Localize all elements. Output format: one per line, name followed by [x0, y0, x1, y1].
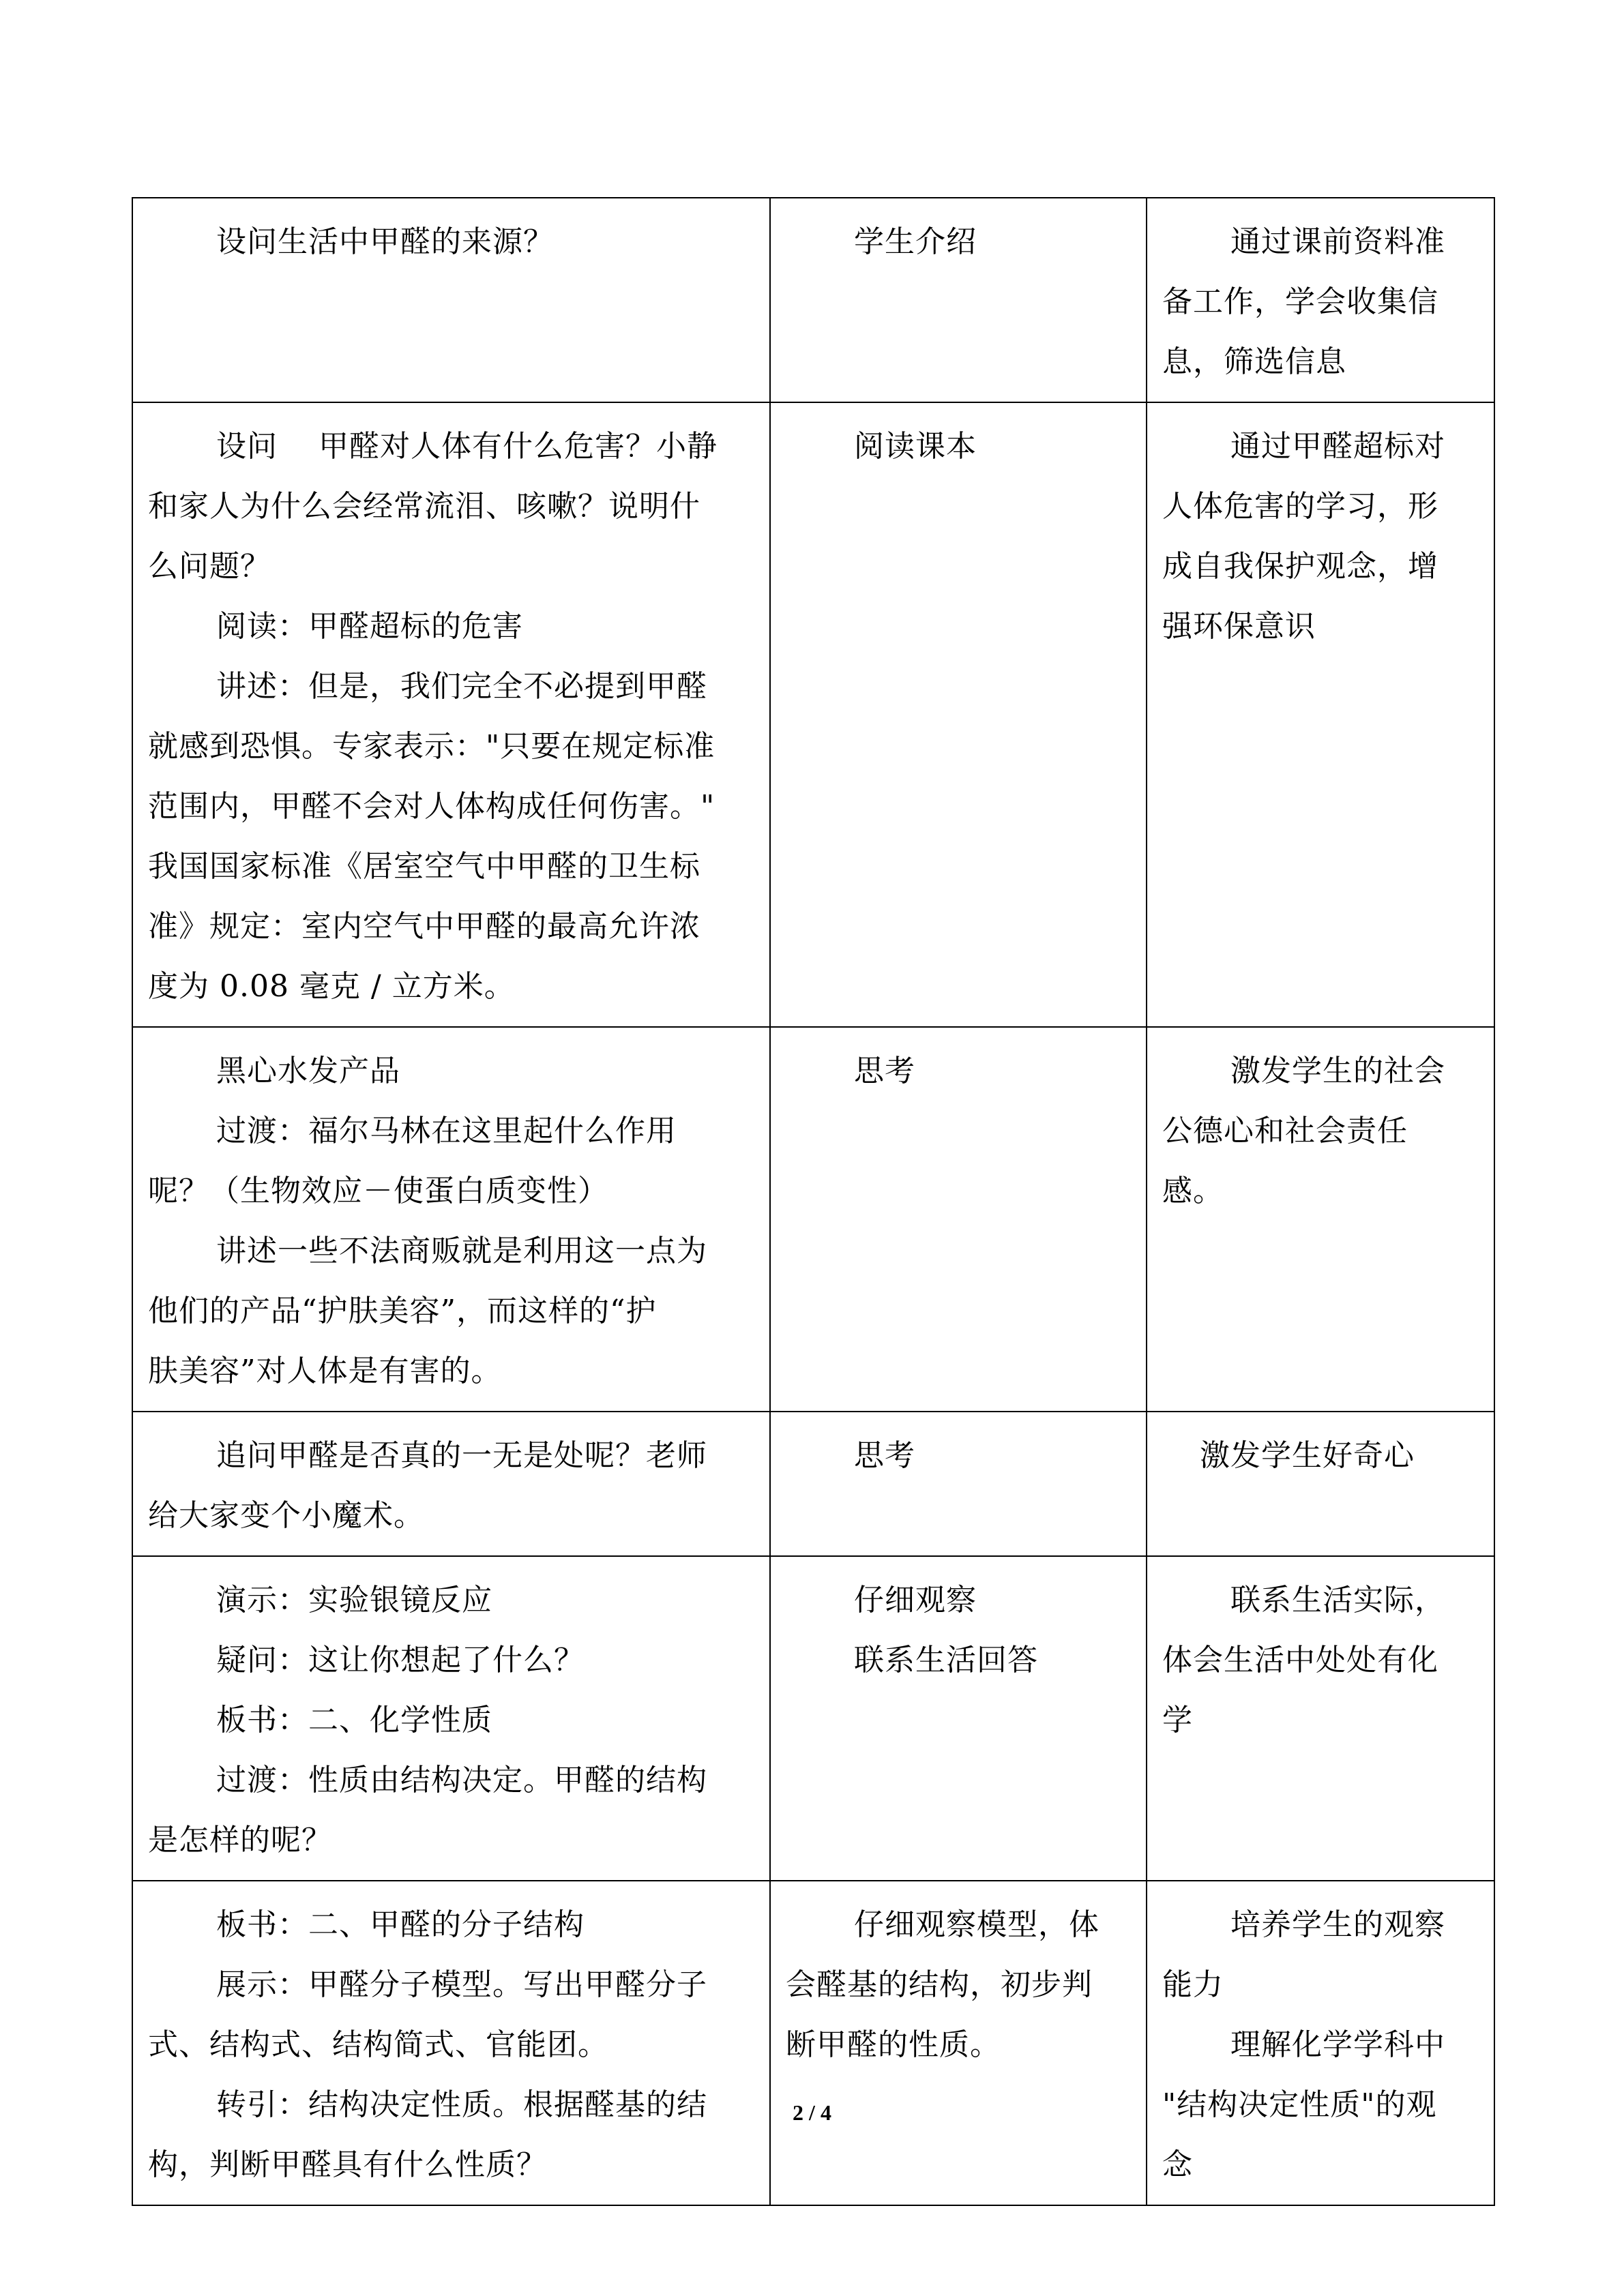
cell-line: 他们的产品“护肤美容”，而这样的“护 — [148, 1294, 657, 1328]
lesson-plan-table — [132, 197, 1495, 2206]
cell-line: 阅读：甲醛超标的危害 — [216, 609, 523, 644]
cell-line: 设问生活中甲醛的来源？ — [216, 224, 554, 259]
cell-line: 备工作，学会收集信 — [1162, 284, 1438, 319]
teacher-activity-cell — [132, 1556, 770, 1881]
cell-line: 我国国家标准《居室空气中甲醛的卫生标 — [148, 849, 700, 884]
cell-line: 体会生活中处处有化 — [1162, 1643, 1438, 1678]
teacher-activity-cell — [132, 402, 770, 1027]
cell-line: 准》规定：室内空气中甲醛的最高允许浓 — [148, 909, 700, 944]
cell-line: 过渡：福尔马林在这里起什么作用 — [216, 1114, 677, 1148]
cell-line: 强环保意识 — [1162, 609, 1316, 644]
cell-line: 仔细观察 — [854, 1583, 977, 1617]
cell-line: 激发学生的社会 — [1230, 1054, 1445, 1088]
cell-line: 范围内，甲醛不会对人体构成任何伤害。" — [148, 789, 715, 824]
cell-line: 激发学生好奇心 — [1200, 1438, 1415, 1473]
student-activity-cell — [770, 1412, 1147, 1556]
cell-line: 通过甲醛超标对 — [1230, 429, 1445, 464]
cell-line: 转引：结构决定性质。根据醛基的结 — [216, 2087, 707, 2122]
teacher-activity-cell — [132, 1881, 770, 2205]
cell-line: 板书：二、化学性质 — [216, 1703, 492, 1738]
cell-line: 念 — [1162, 2147, 1193, 2182]
design-intent-cell — [1147, 198, 1494, 402]
cell-line: 思考 — [854, 1054, 915, 1088]
design-intent-cell — [1147, 1412, 1494, 1556]
table-row — [132, 1027, 1494, 1412]
cell-line: 呢？（生物效应－使蛋白质变性） — [148, 1174, 608, 1208]
design-intent-cell — [1147, 1556, 1494, 1881]
cell-line: 就感到恐惧。专家表示："只要在规定标准 — [148, 729, 715, 764]
cell-line: 给大家变个小魔术。 — [148, 1498, 424, 1533]
student-activity-cell — [770, 198, 1147, 402]
cell-line: 通过课前资料准 — [1230, 224, 1445, 259]
table-row — [132, 198, 1494, 402]
design-intent-cell — [1147, 402, 1494, 1027]
student-activity-cell — [770, 1881, 1147, 2205]
cell-line: 联系生活实际， — [1230, 1583, 1445, 1617]
student-activity-cell — [770, 1027, 1147, 1412]
cell-line: 阅读课本 — [854, 429, 977, 464]
cell-line: 构，判断甲醛具有什么性质？ — [148, 2147, 547, 2182]
cell-line: 追问甲醛是否真的一无是处呢？老师 — [216, 1438, 707, 1473]
page-number: 2 / 4 — [793, 2100, 831, 2125]
cell-line: 联系生活回答 — [854, 1643, 1038, 1678]
table-row — [132, 1881, 1494, 2205]
cell-line: 设问 甲醛对人体有什么危害？小静 — [216, 429, 718, 464]
student-activity-cell — [770, 1556, 1147, 1881]
student-activity-cell — [770, 402, 1147, 1027]
cell-line: 式、结构式、结构简式、官能团。 — [148, 2027, 608, 2062]
cell-line: 成自我保护观念，增 — [1162, 549, 1438, 584]
cell-line: 板书：二、甲醛的分子结构 — [216, 1907, 585, 1942]
cell-line: 过渡：性质由结构决定。甲醛的结构 — [216, 1763, 707, 1798]
table-row — [132, 402, 1494, 1027]
cell-line: 么问题？ — [148, 549, 271, 584]
cell-line: 公德心和社会责任 — [1162, 1114, 1408, 1148]
teacher-activity-cell — [132, 198, 770, 402]
cell-line: 讲述一些不法商贩就是利用这一点为 — [216, 1234, 707, 1268]
cell-line: "结构决定性质"的观 — [1162, 2087, 1437, 2122]
cell-line: 断甲醛的性质。 — [786, 2027, 1001, 2062]
cell-line: 会醛基的结构，初步判 — [786, 1967, 1093, 2002]
cell-line: 培养学生的观察 — [1230, 1907, 1445, 1942]
cell-line: 疑问：这让你想起了什么？ — [216, 1643, 585, 1678]
cell-line: 讲述：但是，我们完全不必提到甲醛 — [216, 669, 707, 704]
cell-line: 学 — [1162, 1703, 1193, 1738]
design-intent-cell — [1147, 1881, 1494, 2205]
cell-line: 度为 0.08 毫克 / 立方米。 — [148, 969, 515, 1004]
cell-line: 仔细观察模型，体 — [854, 1907, 1099, 1942]
cell-line: 演示：实验银镜反应 — [216, 1583, 492, 1617]
cell-line: 息，筛选信息 — [1162, 344, 1346, 379]
table-row — [132, 1556, 1494, 1881]
design-intent-cell — [1147, 1027, 1494, 1412]
cell-line: 黑心水发产品 — [216, 1054, 400, 1088]
table-row — [132, 1412, 1494, 1556]
cell-line: 理解化学学科中 — [1230, 2027, 1445, 2062]
cell-line: 是怎样的呢？ — [148, 1823, 332, 1858]
cell-line: 和家人为什么会经常流泪、咳嗽？说明什 — [148, 489, 700, 524]
cell-line: 能力 — [1162, 1967, 1224, 2002]
teacher-activity-cell — [132, 1412, 770, 1556]
cell-line: 学生介绍 — [854, 224, 977, 259]
teacher-activity-cell — [132, 1027, 770, 1412]
cell-line: 展示：甲醛分子模型。写出甲醛分子 — [216, 1967, 707, 2002]
cell-line: 人体危害的学习，形 — [1162, 489, 1438, 524]
cell-line: 感。 — [1162, 1174, 1224, 1208]
cell-line: 肤美容”对人体是有害的。 — [148, 1354, 502, 1388]
cell-line: 思考 — [854, 1438, 915, 1473]
